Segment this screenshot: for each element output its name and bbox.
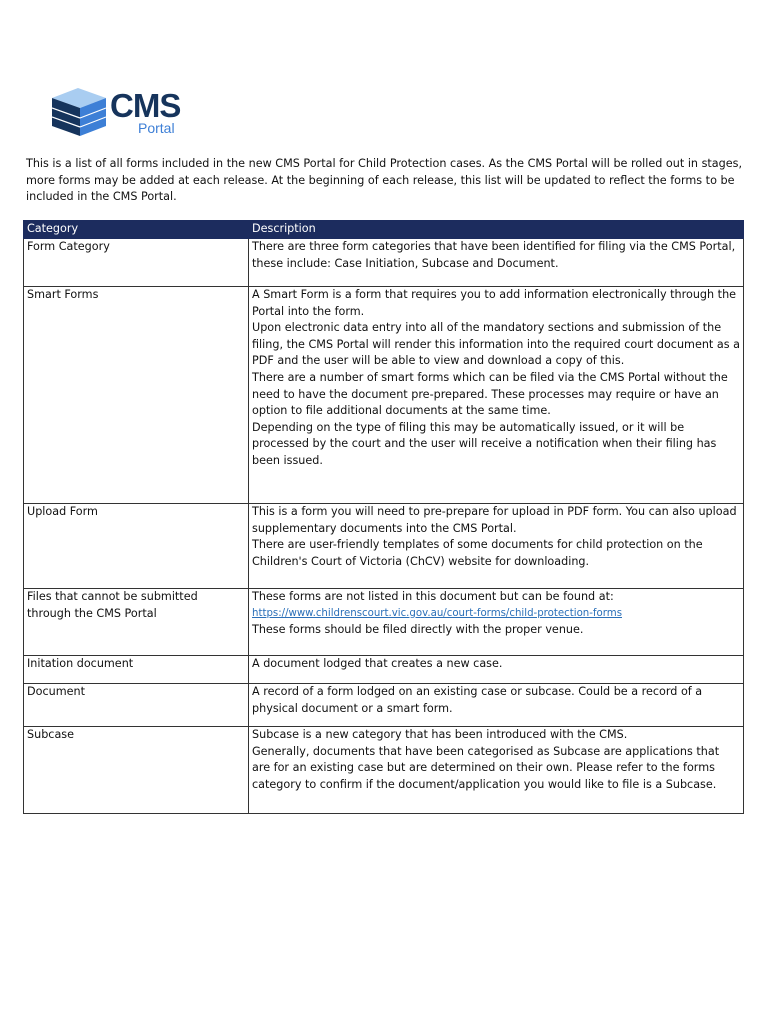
logo-subtitle: Portal [138,120,175,136]
table-row [24,656,744,684]
table-row [24,287,744,504]
cube-logo-icon [52,86,108,138]
row-category: Files that cannot be submitted through the CMS Portal [24,589,249,656]
description-paragraph: Upon electronic data entry into all of the mandatory sections and submission of the filing, the CMS Portal will render this information into the required court document as a PDF and the user will be able to view and download a copy of this. [252,321,740,368]
intro-paragraph: This is a list of all forms included in the new CMS Portal for Child Protection cases. As the CMS Portal will be rolled out in stages, more forms may be added at each release. At the beginning of each release, this list will be updated to reflect the forms to be included in the CMS Portal. [26,157,743,204]
row-description [249,727,744,814]
description-paragraph: These forms should be filed directly with the proper venue. [252,623,584,637]
description-paragraph: A record of a form lodged on an existing case or subcase. Could be a record of a physical document or a smart form. [252,685,703,715]
description-paragraph: Depending on the type of filing this may be automatically issued, or it will be processed by the court and the user will receive a notification when their filing has been issued. [252,420,717,467]
description-paragraph: There are user-friendly templates of some documents for child protection on the Children's Court of Victoria (ChCV) website for downloading. [252,538,703,568]
table-row [24,589,744,656]
row-category: Document [24,684,249,727]
description-paragraph: Generally, documents that have been categorised as Subcase are applications that are for an existing case but are determined on their own. Please refer to the forms category to confirm if the document/application you would like to file is a Subcase. [252,744,720,791]
row-description [249,589,744,656]
description-paragraph: A document lodged that creates a new case. [252,657,503,670]
cms-portal-logo [52,86,202,138]
description-paragraph: There are a number of smart forms which can be filed via the CMS Portal without the need to have the document pre-prepared. These processes may require or have an option to file additional documents at the same time. [252,370,728,418]
child-protection-forms-link[interactable]: https://www.childrenscourt.vic.gov.au/court-forms/child-protection-forms [252,607,622,619]
logo-title: CMS [110,87,181,124]
row-category: Upload Form [24,504,249,589]
description-paragraph: These forms are not listed in this document but can be found at: [252,590,614,603]
row-description [249,239,744,287]
table-row [24,727,744,814]
description-paragraph: There are three form categories that have been identified for filing via the CMS Portal, these include: Case Initiation, Subcase and Document. [252,240,736,270]
column-header-category: Category [24,221,249,239]
description-paragraph: A Smart Form is a form that requires you to add information electronically through the Portal into the form. [252,288,737,318]
table-row [24,504,744,589]
table-header-row [24,221,744,239]
row-category: Form Category [24,239,249,287]
table-row [24,239,744,287]
row-category: Smart Forms [24,287,249,504]
row-description [249,287,744,504]
row-category: Subcase [24,727,249,814]
column-header-description: Description [249,221,744,239]
row-description [249,656,744,684]
description-paragraph: Subcase is a new category that has been introduced with the CMS. [252,728,628,741]
description-paragraph: This is a form you will need to pre-prepare for upload in PDF form. You can also upload supplementary documents into the CMS Portal. [252,505,737,535]
row-description [249,684,744,727]
row-description [249,504,744,589]
row-category: Initation document [24,656,249,684]
forms-table [23,220,744,814]
table-row [24,684,744,727]
